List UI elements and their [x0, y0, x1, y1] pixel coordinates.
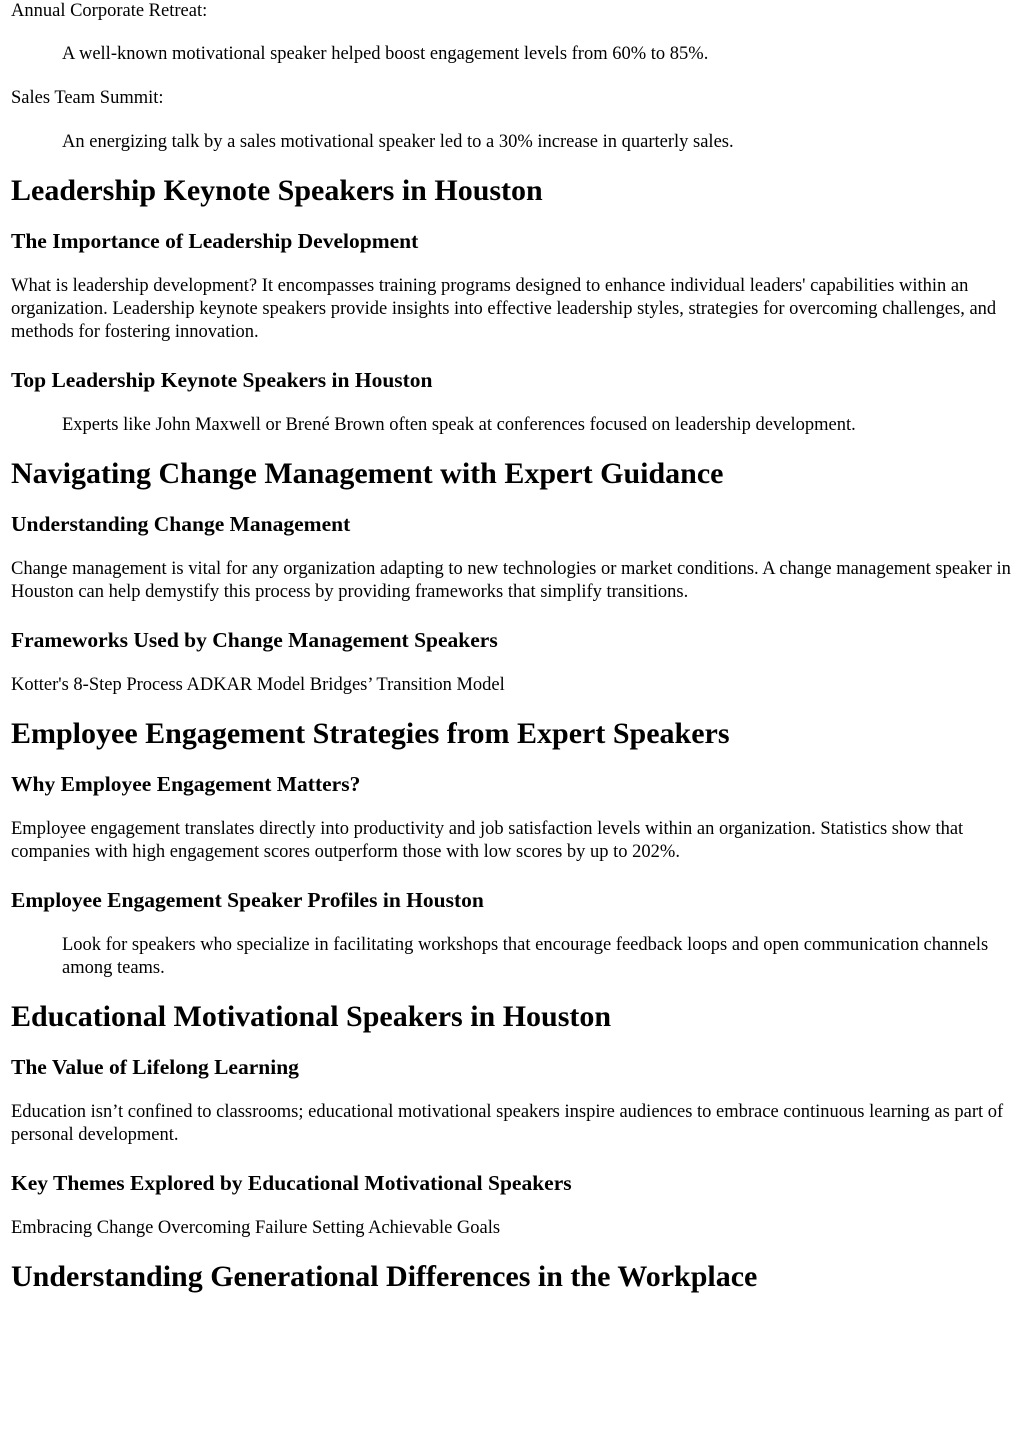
blockquote-text: Look for speakers who specialize in facilitating workshops that encourage feedback loops and open communication channels among teams. — [62, 935, 989, 978]
case-study-text: A well-known motivational speaker helped boost engagement levels from 60% to 85%. — [62, 44, 709, 64]
framework-list: Kotter's 8-Step Process ADKAR Model Bridges’ Transition Model — [11, 675, 505, 695]
case-study-title: Annual Corporate Retreat: — [11, 1, 208, 21]
paragraph: Education isn’t confined to classrooms; educational motivational speakers inspire audiences to embrace continuous learning as part of personal development. — [11, 1102, 1004, 1145]
paragraph: What is leadership development? It encompasses training programs designed to enhance individual leaders' capabilities within an organization. Leadership keynote speakers provide insights into effective leadership styles, strategies for overcoming challenges, and methods for fostering innovation. — [11, 276, 997, 342]
theme-list: Embracing Change Overcoming Failure Setting Achievable Goals — [11, 1218, 501, 1238]
subsection-heading: Key Themes Explored by Educational Motivational Speakers — [11, 1171, 572, 1195]
case-study-title: Sales Team Summit: — [11, 88, 164, 108]
section-heading: Understanding Generational Differences in the Workplace — [11, 1260, 758, 1293]
subsection-heading: Employee Engagement Speaker Profiles in Houston — [11, 888, 484, 912]
section-heading: Educational Motivational Speakers in Houston — [11, 1000, 612, 1033]
section-heading: Navigating Change Management with Expert Guidance — [11, 457, 724, 490]
subsection-heading: Frameworks Used by Change Management Speakers — [11, 628, 498, 652]
blockquote-text: Experts like John Maxwell or Brené Brown often speak at conferences focused on leadership development. — [62, 415, 856, 435]
case-study-text: An energizing talk by a sales motivational speaker led to a 30% increase in quarterly sales. — [62, 132, 734, 152]
paragraph: Employee engagement translates directly into productivity and job satisfaction levels within an organization. Statistics show that companies with high engagement scores outperform those with low scores by up to 202%. — [11, 819, 964, 862]
subsection-heading: Understanding Change Management — [11, 512, 351, 536]
subsection-heading: Why Employee Engagement Matters? — [11, 772, 361, 796]
paragraph: Change management is vital for any organization adapting to new technologies or market conditions. A change management speaker in Houston can help demystify this process by providing frameworks that simplify transitions. — [11, 559, 1011, 602]
case-study-list — [11, 0, 1013, 154]
section-heading: Leadership Keynote Speakers in Houston — [11, 174, 543, 207]
subsection-heading: The Importance of Leadership Development — [11, 229, 419, 253]
section-heading: Employee Engagement Strategies from Expert Speakers — [11, 717, 730, 750]
subsection-heading: Top Leadership Keynote Speakers in Houston — [11, 368, 433, 392]
subsection-heading: The Value of Lifelong Learning — [11, 1055, 299, 1079]
